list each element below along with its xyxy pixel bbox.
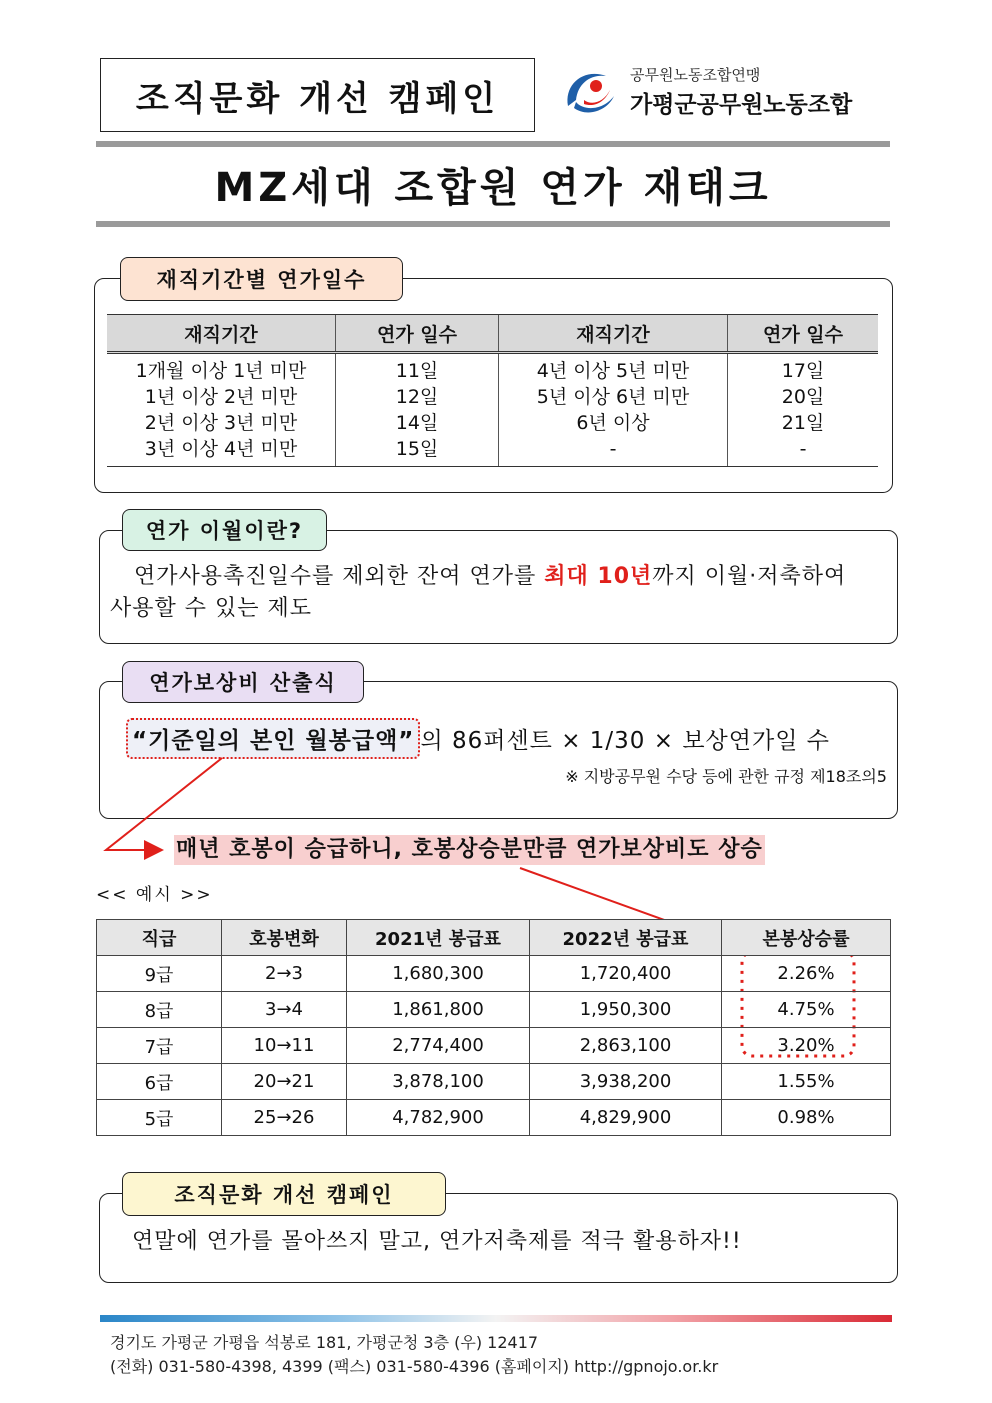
formula-text: “기준일의 본인 월봉급액” 의 86퍼센트 × 1/30 × 보상연가일 수 xyxy=(126,718,830,759)
campaign-section-label: 조직문화 개선 캠페인 xyxy=(122,1172,446,1216)
tenure-left-periods: 1개월 이상 1년 미만 1년 이상 2년 미만 2년 이상 3년 미만 3년 이상 4년 미만 xyxy=(107,353,336,467)
footer-address: 경기도 가평군 가평읍 석봉로 181, 가평군청 3층 (우) 12417 xyxy=(110,1333,539,1352)
carryover-highlight: 최대 10년 xyxy=(544,564,653,589)
formula-highlight: “기준일의 본인 월봉급액” xyxy=(126,718,420,759)
table-row: 7급 10→11 2,774,400 2,863,100 3.20% xyxy=(97,1028,891,1064)
campaign-slogan: 연말에 연가를 몰아쓰지 말고, 연가저축제를 적극 활용하자!! xyxy=(132,1229,742,1254)
salary-header-step: 호봉변화 xyxy=(222,920,347,956)
tenure-right-periods: 4년 이상 5년 미만 5년 이상 6년 미만 6년 이상 - xyxy=(499,353,728,467)
carryover-section-label: 연가 이월이란? xyxy=(122,509,327,551)
salary-header-2022: 2022년 봉급표 xyxy=(530,920,722,956)
carryover-description: 연가사용촉진일수를 제외한 잔여 연가를 최대 10년까지 이월·저축하여 사용할 수 있는 제도 xyxy=(110,564,847,621)
org-union-name: 가평군공무원노동조합 xyxy=(630,92,853,118)
tenure-header-days-2: 연가 일수 xyxy=(728,315,879,353)
formula-note: ※ 지방공무원 수당 등에 관한 규정 제18조의5 xyxy=(565,767,887,786)
salary-header-rate: 본봉상승률 xyxy=(722,920,891,956)
salary-table xyxy=(96,919,891,1136)
callout-text: 매년 호봉이 승급하니, 호봉상승분만큼 연가보상비도 상승 xyxy=(174,835,765,865)
footer-contact: (전화) 031-580-4398, 4399 (팩스) 031-580-4396 (홈페이지) http://gpnojo.or.kr xyxy=(110,1357,719,1376)
tenure-section-label: 재직기간별 연가일수 xyxy=(120,257,403,301)
campaign-title: 조직문화 개선 캠페인 xyxy=(135,78,500,119)
salary-header-grade: 직급 xyxy=(97,920,222,956)
table-row: 9급 2→3 1,680,300 1,720,400 2.26% xyxy=(97,956,891,992)
org-federation: 공무원노동조합연맹 xyxy=(630,66,761,84)
table-row: 8급 3→4 1,861,800 1,950,300 4.75% xyxy=(97,992,891,1028)
table-row: 5급 25→26 4,782,900 4,829,900 0.98% xyxy=(97,1100,891,1136)
table-row: 6급 20→21 3,878,100 3,938,200 1.55% xyxy=(97,1064,891,1100)
example-label: << 예시 >> xyxy=(96,885,213,905)
salary-header-2021: 2021년 봉급표 xyxy=(347,920,530,956)
tenure-header-period: 재직기간 xyxy=(107,315,336,353)
page-title: MZ세대 조합원 연가 재태크 xyxy=(214,165,772,211)
tenure-left-days: 11일 12일 14일 15일 xyxy=(336,353,499,467)
footer-gradient-bar xyxy=(100,1315,892,1322)
tenure-header-days: 연가 일수 xyxy=(336,315,499,353)
tenure-header-period-2: 재직기간 xyxy=(499,315,728,353)
tenure-right-days: 17일 20일 21일 - xyxy=(728,353,879,467)
formula-section-label: 연가보상비 산출식 xyxy=(122,661,364,703)
